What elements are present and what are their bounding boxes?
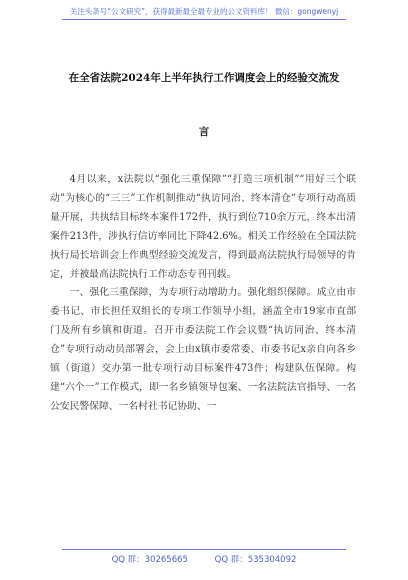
footer-qq-group-1: QQ 群：30265665 xyxy=(111,555,188,565)
document-title-line-2: 言 xyxy=(198,126,210,138)
header-divider xyxy=(62,19,346,20)
body-paragraph: 4月以来，x法院以“强化三重保障”“打造三项机制”“用好三个联动”为核心的“三三”工作机制推动“执访同治、终本清仓”专项行动高质量开展，共执结目标终本案件172件，执行到位710余万元，终本出清案件213件，涉执行信访率同比下降42.6%。相关工作经验在全国法院执行局长培训会上作典型经验交流发言，得到最高法院执行局领导的肯定，并被最高法院执行工作动态专刊刊载。 xyxy=(50,174,356,280)
document-title-line-1: 在全省法院2024年上半年执行工作调度会上的经验交流发 xyxy=(68,72,340,84)
header-banner: 关注头条号“公文研究”，获得最新最全最专业的公文资料库！ 微信：gongwenyj xyxy=(69,7,339,16)
footer xyxy=(0,553,408,565)
footer-divider xyxy=(62,549,346,550)
footer-qq-group-2: QQ 群：535304092 xyxy=(214,555,297,565)
document-body xyxy=(50,171,356,417)
body-paragraph: 一、强化三重保障，为专项行动增助力。强化组织保障。成立由市委书记、市长担任双组长的专项工作领导小组，涵盖全市19家市直部门及所有乡镇和街道。召开市委法院工作会议暨“执访同治、终本清仓”专项行动动员部署会，会上由x镇市委常委、市委书记x亲自向各乡镇（街道）交办第一批专项行动目标案件473件；构建队伍保障。构建“六个一”工作模式，即一名乡镇领导包案、一名法院法官指导、一名公安民警保障、一名村社书记协助、一 xyxy=(50,287,356,412)
